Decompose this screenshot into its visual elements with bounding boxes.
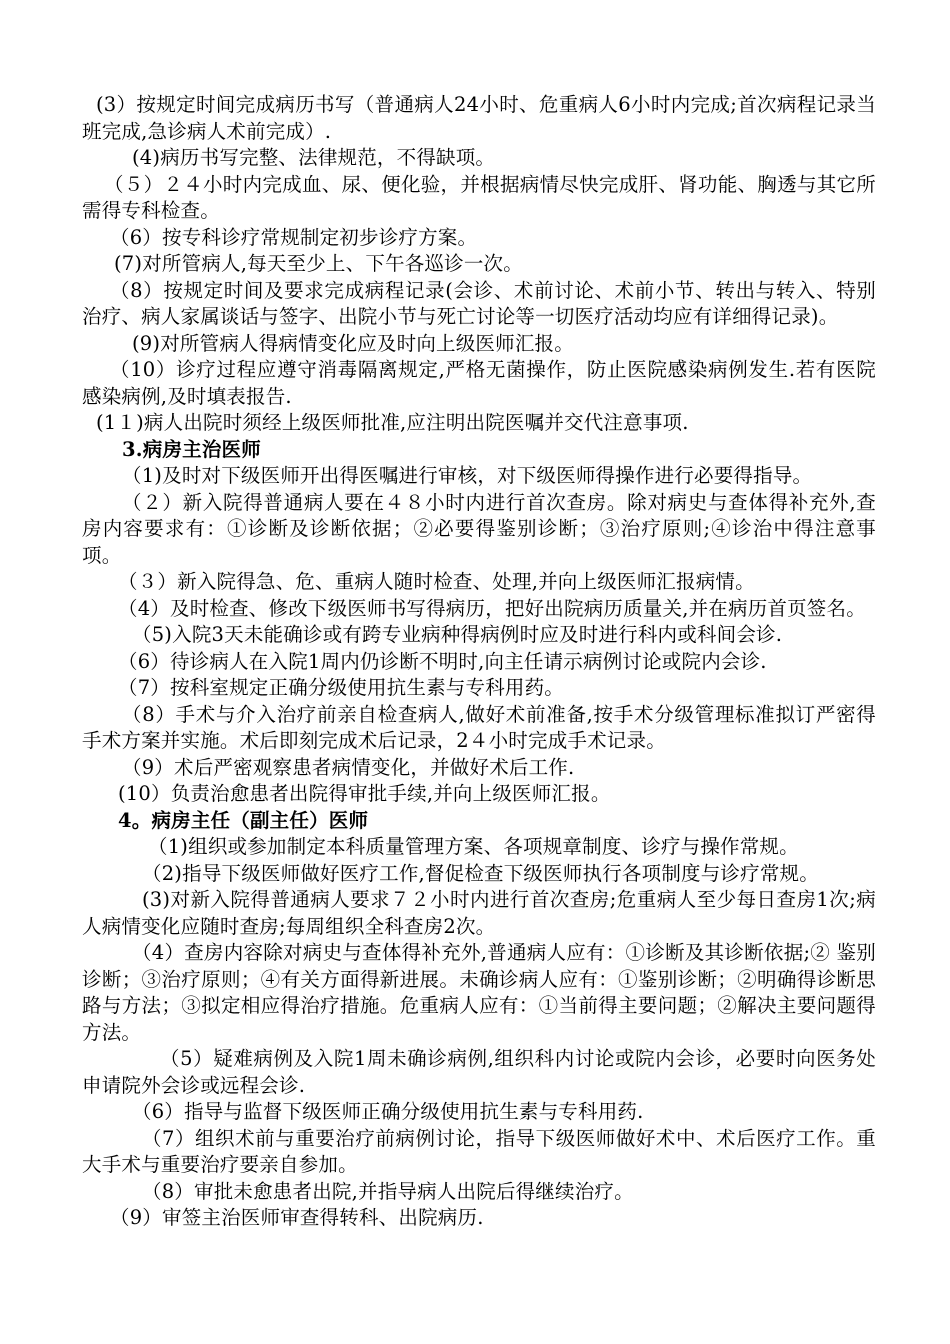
attending-9-postoperative: （9）术后严密观察患者病情变化，并做好术后工作. bbox=[122, 755, 575, 779]
section-heading-chief-physician: 4。病房主任（副主任）医师 bbox=[118, 808, 369, 832]
attending-10-discharge: (10）负责治愈患者出院得审批手续,并向上级医师汇报。 bbox=[118, 782, 611, 805]
attending-8-surgery: （8）手术与介入治疗前亲自检查病人,做好术前准备,按手术分级管理标准拟订严密得手术方案并实施。术后即刻完成术后记录，2４小时完成手术记录。 bbox=[82, 702, 876, 752]
chief-5-difficult-cases: （5）疑难病例及入院1周未确诊病例,组织科内讨论或院内会诊，必要时向医务处申请院外会诊或远程会诊. bbox=[82, 1047, 876, 1097]
attending-4-record-review: （4）及时检查、修改下级医师书写得病历，把好出院病历质量关,并在病历首页签名。 bbox=[118, 596, 866, 620]
attending-2-first-rounds: （２）新入院得普通病人要在４８小时内进行首次查房。除对病史与查体得补充外,查房内容要求有：①诊断及诊断依据；②必要得鉴别诊断；③治疗原则;④诊治中得注意事项。 bbox=[82, 490, 876, 567]
paragraph-5-lab-tests: （５）２４小时内完成血、尿、便化验，并根据病情尽快完成肝、肾功能、胸透与其它所需得专科检查。 bbox=[82, 172, 876, 222]
chief-7-preoperative-discussion: （7）组织术前与重要治疗前病例讨论，指导下级医师做好术中、术后医疗工作。重大手术与重要治疗要亲自参加。 bbox=[82, 1126, 876, 1176]
chief-4-rounds-content: （4）查房内容除对病史与查体得补充外,普通病人应有：①诊断及其诊断依据;② 鉴别诊断；③治疗原则；④有关方面得新进展。未确诊病人应有：①鉴别诊断；②明确得诊断思路与方法；③拟定相应得治疗措施。危重病人应有：①当前得主要问题；②解决主要问题得方法。 bbox=[82, 941, 876, 1044]
attending-7-antibiotics: （7）按科室规定正确分级使用抗生素与专科用药。 bbox=[118, 676, 565, 699]
chief-2-supervision: （2)指导下级医师做好医疗工作,督促检查下级医师执行各项制度与诊疗常规。 bbox=[142, 861, 819, 885]
chief-9-record-signoff: （9）审签主治医师审查得转科、出院病历. bbox=[110, 1206, 484, 1229]
paragraph-8-progress-notes: （8）按规定时间及要求完成病程记录(会诊、术前讨论、术前小节、转出与转入、特别治疗、病人家属谈话与签字、出院小节与死亡讨论等一切医疗活动均应有详细得记录)。 bbox=[82, 278, 876, 328]
attending-3-emergency-cases: （３）新入院得急、危、重病人随时检查、处理,并向上级医师汇报病情。 bbox=[118, 570, 755, 593]
attending-6-undiagnosed: （6）待诊病人在入院1周内仍诊断不明时,向主任请示病例讨论或院内会诊. bbox=[118, 649, 767, 673]
chief-3-rounds-schedule: (3)对新入院得普通病人要求７２小时内进行首次查房;危重病人至少每日查房1次;病人病情变化应随时查房;每周组织全科查房2次。 bbox=[82, 888, 876, 938]
paragraph-4-record-complete: (4)病历书写完整、法律规范，不得缺项。 bbox=[132, 146, 496, 169]
chief-6-antibiotics: （6）指导与监督下级医师正确分级使用抗生素与专科用药. bbox=[132, 1100, 644, 1123]
section-heading-attending-physician: 3.病房主治医师 bbox=[122, 437, 261, 461]
attending-1-order-review: （1)及时对下级医师开出得医嘱进行审核，对下级医师得操作进行必要得指导。 bbox=[122, 464, 813, 487]
paragraph-10-infection-control: （10）诊疗过程应遵守消毒隔离规定,严格无菌操作，防止医院感染病例发生.若有医院感染病例,及时填表报告. bbox=[82, 358, 876, 408]
attending-5-consultation: （5)入院3天未能确诊或有跨专业病种得病例时应及时进行科内或科间会诊. bbox=[132, 623, 783, 646]
chief-8-discharge-approval: （8）审批未愈患者出院,并指导病人出院后得继续治疗。 bbox=[142, 1179, 634, 1203]
paragraph-6-diagnosis-plan: （6）按专科诊疗常规制定初步诊疗方案。 bbox=[110, 225, 478, 249]
paragraph-9-report-changes: (9)对所管病人得病情变化应及时向上级医师汇报。 bbox=[132, 331, 574, 355]
paragraph-11-discharge-approval: (1１)病人出院时须经上级医师批准,应注明出院医嘱并交代注意事项. bbox=[96, 411, 689, 434]
paragraph-3-record-deadline: (3）按规定时间完成病历书写（普通病人24小时、危重病人6小时内完成;首次病程记录当班完成,急诊病人术前完成）. bbox=[82, 93, 876, 143]
paragraph-7-rounds: (7)对所管病人,每天至少上、下午各巡诊一次。 bbox=[114, 252, 523, 275]
document-body bbox=[82, 92, 876, 1232]
chief-1-quality-plan: （1)组织或参加制定本科质量管理方案、各项规章制度、诊疗与操作常规。 bbox=[148, 835, 799, 858]
